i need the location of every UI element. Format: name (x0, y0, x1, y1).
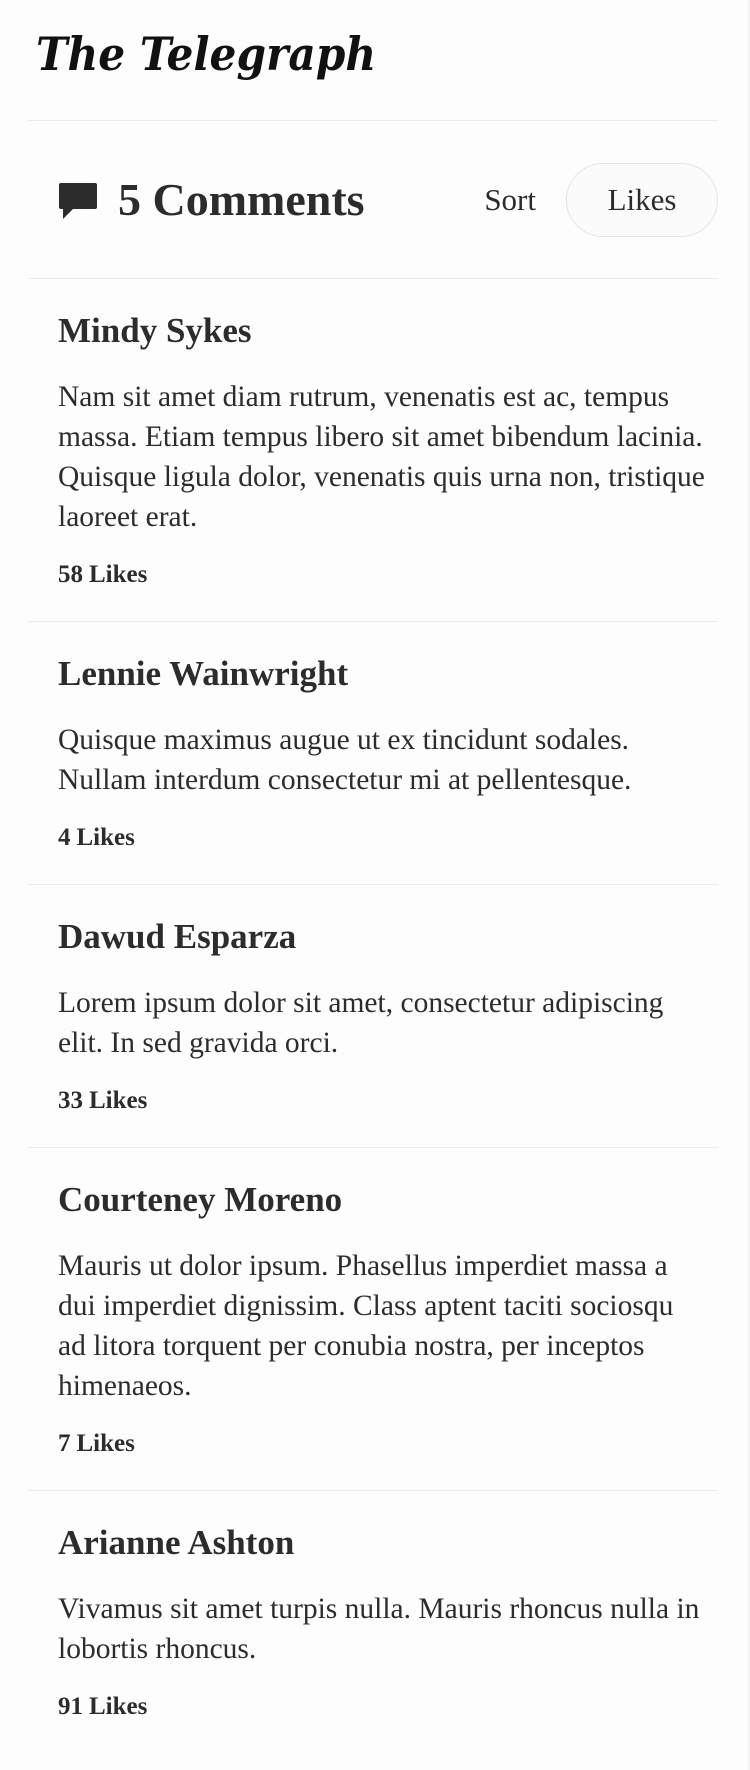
comment-list (28, 279, 718, 1753)
likes-label: Likes (76, 824, 135, 851)
likes-count: 4 (58, 824, 71, 851)
likes-count: 91 (58, 1693, 83, 1720)
brand-logo[interactable]: The Telegraph (36, 27, 377, 81)
comment-text: Mauris ut dolor ipsum. Phasellus imperdiet massa a dui imperdiet dignissim. Class aptent taciti sociosqu ad litora torquent per conubia nostra, per inceptos himenaeos. (58, 1250, 674, 1402)
sort-select[interactable]: Likes (566, 163, 718, 237)
masthead (28, 0, 718, 121)
comment-item (28, 1491, 718, 1753)
comments-count: 5 (118, 174, 141, 225)
comment-author: Courteney Moreno (58, 1180, 343, 1219)
comment-text: Vivamus sit amet turpis nulla. Mauris rhoncus nulla in lobortis rhoncus. (58, 1593, 700, 1665)
likes-label: Likes (76, 1430, 135, 1457)
comment-author: Dawud Esparza (58, 917, 297, 956)
comment-likes (58, 1428, 718, 1460)
comments-count-title (118, 173, 484, 226)
likes-label: Likes (89, 1087, 148, 1114)
comment-text: Lorem ipsum dolor sit amet, consectetur adipiscing elit. In sed gravida orci. (58, 987, 664, 1059)
likes-label: Likes (89, 1693, 148, 1720)
comment-item (28, 622, 718, 885)
comment-likes (58, 1085, 718, 1117)
comment-author: Arianne Ashton (58, 1523, 295, 1562)
likes-count: 58 (58, 561, 83, 588)
sort-label: Sort (484, 181, 536, 217)
likes-count: 33 (58, 1087, 83, 1114)
likes-count: 7 (58, 1430, 71, 1457)
comments-label: Comments (152, 174, 365, 225)
comment-text: Quisque maximus augue ut ex tincidunt sodales. Nullam interdum consectetur mi at pellentesque. (58, 724, 632, 796)
comment-item (28, 279, 718, 622)
comment-text: Nam sit amet diam rutrum, venenatis est ac, tempus massa. Etiam tempus libero sit amet bibendum lacinia. Quisque ligula dolor, venenatis quis urna non, tristique laoreet erat. (58, 381, 705, 533)
comment-item (28, 1148, 718, 1491)
comment-author: Lennie Wainwright (58, 654, 349, 693)
comment-likes (58, 1691, 718, 1723)
comment-bubble-icon (58, 179, 98, 221)
comment-likes (58, 822, 718, 854)
comment-likes (58, 559, 718, 591)
likes-label: Likes (89, 561, 148, 588)
comment-item (28, 885, 718, 1148)
comments-header (28, 121, 718, 279)
comment-author: Mindy Sykes (58, 311, 252, 350)
